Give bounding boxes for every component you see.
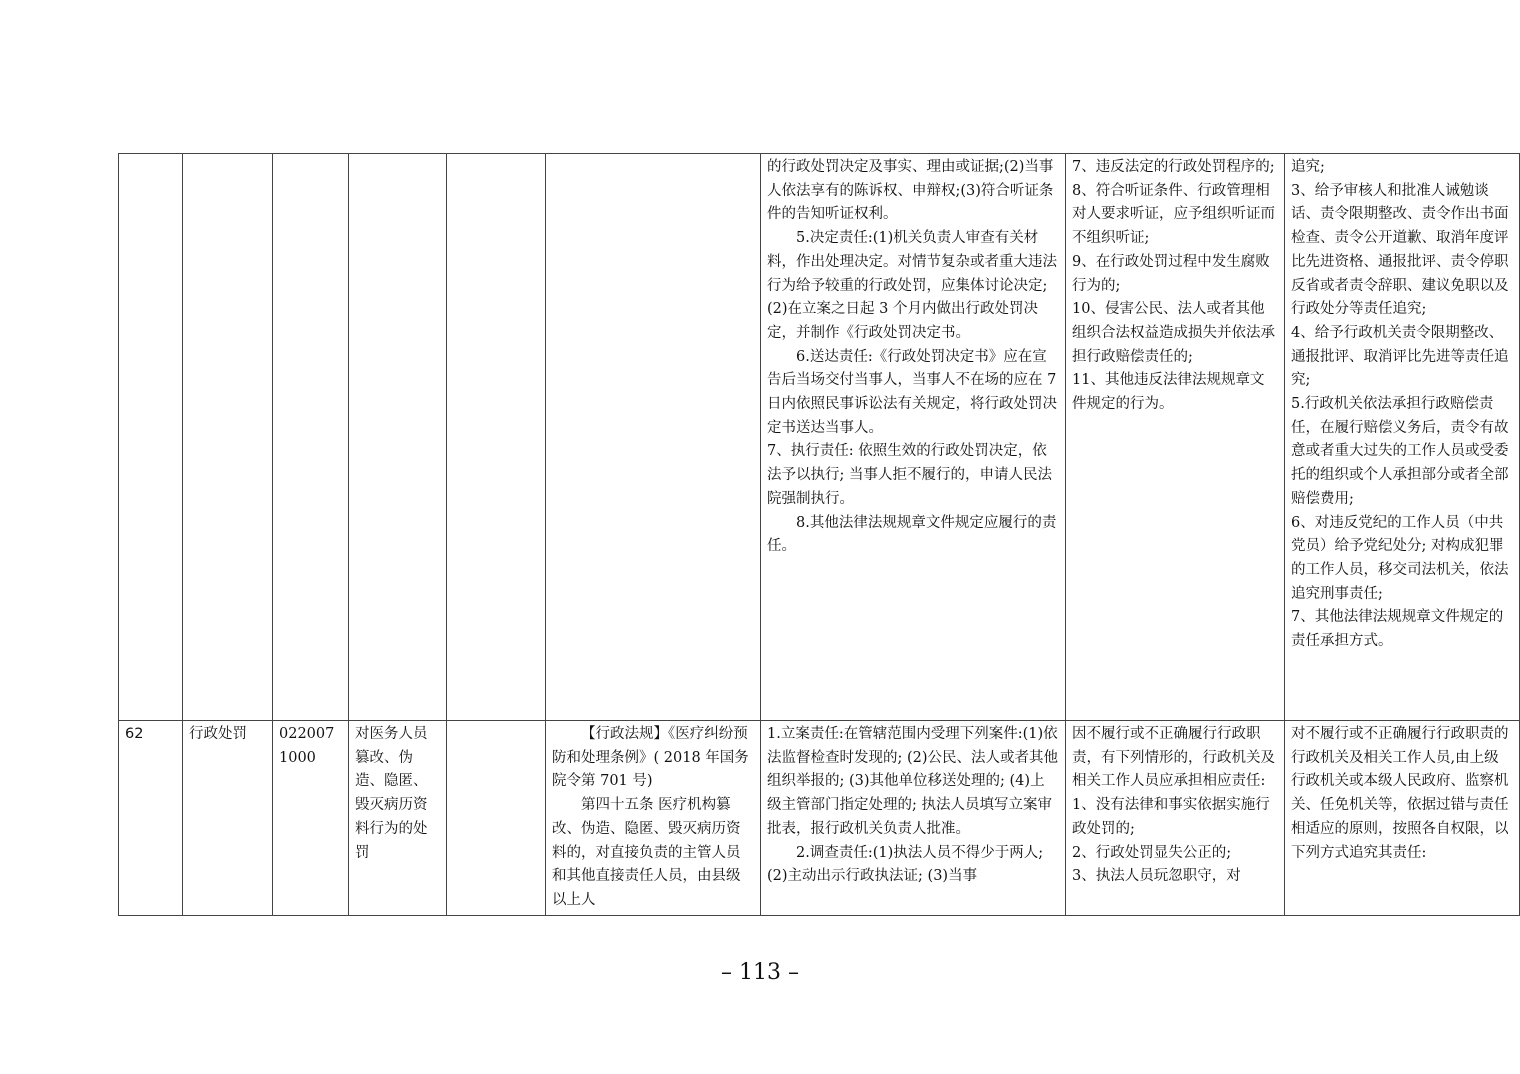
basis-text: 第四十五条 医疗机构篡改、伪造、隐匿、毁灭病历资料的，对直接负责的主管人员和其他直接责任人员，由县级以上人 [552,797,741,908]
violation-text: 8、符合听证条件、行政管理相对人要求听证，应予组织听证而不组织听证; [1072,182,1275,247]
cell-code [273,154,349,721]
violation-text: 2、行政处罚显失公正的; [1072,844,1232,861]
cell-legal-basis [546,154,761,721]
violation-text: 1、没有法律和事实依据实施行政处罚的; [1072,797,1270,837]
cell-number [119,154,183,721]
accountability-text: 7、其他法律法规规章文件规定的责任承担方式。 [1291,609,1504,650]
cell-accountability: 对不履行或不正确履行行政职责的行政机关及相关工作人员,由上级行政机关或本级人民政府、监察机关、任免机关等，依据过错与责任相适应的原则，按照各自权限，以下列方式追究其责任: [1285,721,1520,916]
procedure-text: 8.其他法律法规规章文件规定应履行的责任。 [767,514,1057,555]
accountability-text: 6、对违反党纪的工作人员（中共党员）给予党纪处分; 对构成犯罪的工作人员，移交司法机关，依法追究刑事责任; [1291,514,1509,602]
accountability-text: 追究; [1291,159,1325,175]
violation-text: 10、侵害公民、法人或者其他组织合法权益造成损失并依法承担行政赔偿责任的; [1072,301,1275,365]
cell-empty [447,154,546,721]
cell-empty [447,721,546,916]
cell-category: 行政处罚 [183,721,273,916]
basis-title: 【行政法规】《医疗纠纷预防和处理条例》( 2018 年国务院令第 701 号) [552,726,749,790]
cell-number: 62 [119,721,183,916]
procedure-text: 5.决定责任:(1)机关负责人审查有关材料，作出处理决定。对情节复杂或者重大违法行为给予较重的行政处罚，应集体讨论决定; (2)在立案之日起 3 个月内做出行政处罚决定，并制作《行政处罚决定书。 [767,230,1057,341]
accountability-text: 5.行政机关依法承担行政赔偿责任，在履行赔偿义务后，责令有故意或者重大过失的工作人员或受委托的组织或个人承担部分或者全部赔偿费用; [1291,396,1509,507]
violation-text: 11、其他违反法律法规规章文件规定的行为。 [1072,372,1265,413]
accountability-text: 3、给予审核人和批准人诫勉谈话、责令限期整改、责令作出书面检查、责令公开道歉、取消年度评比先进资格、通报批评、责令停职反省或者责令辞职、建议免职以及行政处分等责任追究; [1291,182,1509,318]
table-row [119,721,1520,916]
procedure-text: 2.调查责任:(1)执法人员不得少于两人;(2)主动出示行政执法证; (3)当事 [767,844,1044,885]
responsibility-table [118,153,1520,916]
cell-legal-basis [546,721,761,916]
procedure-text: 6.送达责任:《行政处罚决定书》应在宣告后当场交付当事人，当事人不在场的应在 7 日内依照民事诉讼法有关规定，将行政处罚决定书送达当事人。 [767,348,1057,436]
cell-category [183,154,273,721]
violation-text: 9、在行政处罚过程中发生腐败行为的; [1072,253,1270,294]
violation-text: 3、执法人员玩忽职守，对 [1072,868,1241,885]
procedure-text: 1.立案责任:在管辖范围内受理下列案件:(1)依法监督检查时发现的; (2)公民、法人或者其他组织举报的; (3)其他单位移送处理的; (4)上级主管部门指定处理的; 执法人员填写立案审批表，报行政机关负责人批准。 [767,726,1059,837]
cell-accountability [1285,154,1520,721]
violation-text: 7、违反法定的行政处罚程序的; [1072,159,1275,175]
table-row [119,154,1520,721]
procedure-text: 7、执行责任: 依照生效的行政处罚决定，依法予以执行; 当事人拒不履行的，申请人民法院强制执行。 [767,443,1052,507]
violation-text: 因不履行或不正确履行行政职责，有下列情形的，行政机关及相关工作人员应承担相应责任: [1072,726,1275,790]
procedure-text: 的行政处罚决定及事实、理由或证据;(2)当事人依法享有的陈诉权、申辩权;(3)符合听证条件的告知听证权利。 [767,159,1054,223]
cell-violations [1066,154,1285,721]
page-number: – 113 – [721,960,799,985]
cell-code: 0220071000 [273,721,349,916]
cell-item-name: 对医务人员篡改、伪造、隐匿、毁灭病历资料行为的处罚 [349,721,447,916]
cell-violations [1066,721,1285,916]
cell-procedure [761,154,1066,721]
accountability-text: 4、给予行政机关责令限期整改、通报批评、取消评比先进等责任追究; [1291,324,1509,389]
cell-item-name [349,154,447,721]
cell-procedure [761,721,1066,916]
